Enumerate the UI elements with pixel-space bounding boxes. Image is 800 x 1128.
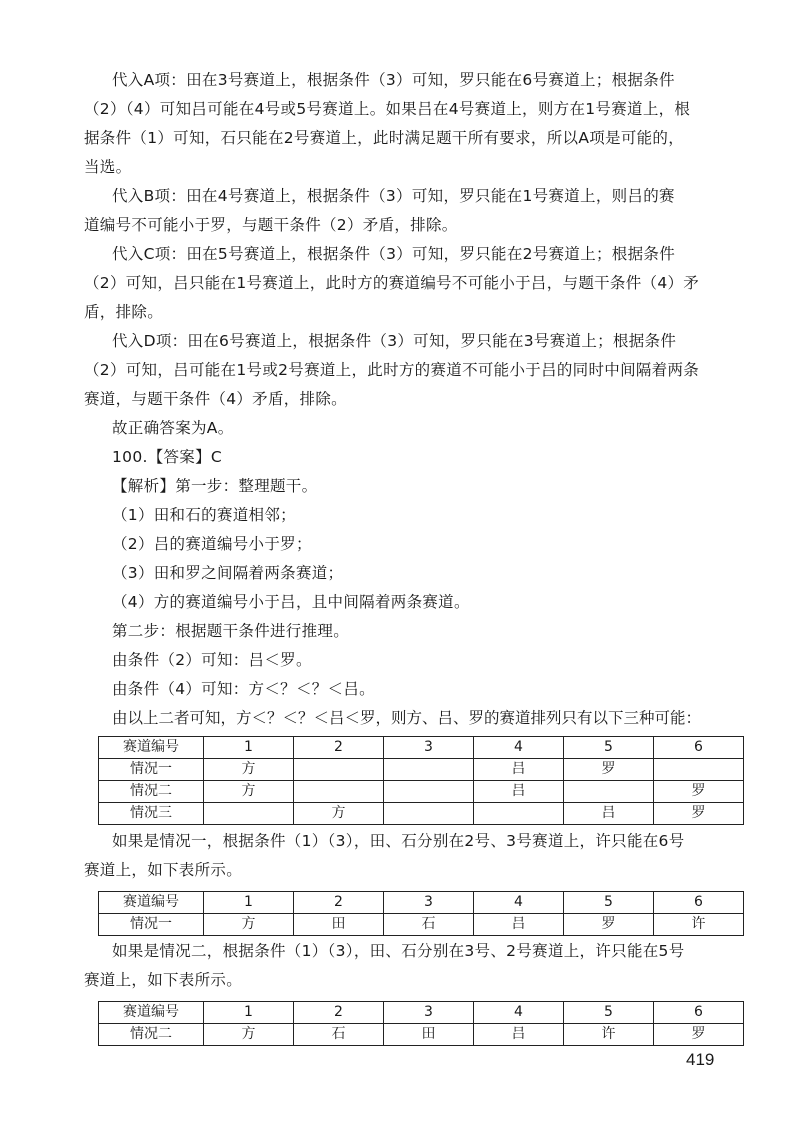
table-cell: 6 <box>654 892 744 914</box>
paragraph-option-d-line2: （2）可知，吕可能在1号或2号赛道上，此时方的赛道不可能小于吕的同时中间隔着两条 <box>84 361 700 379</box>
table-cell: 方 <box>204 759 294 781</box>
paragraph-option-d-line1: 代入D项：田在6号赛道上，根据条件（3）可知，罗只能在3号赛道上；根据条件 <box>112 332 677 350</box>
table-cell: 5 <box>564 892 654 914</box>
table-cell: 3 <box>384 737 474 759</box>
table-cell: 吕 <box>474 1024 564 1046</box>
table-cell: 情况二 <box>99 781 204 803</box>
table-cell: 6 <box>654 737 744 759</box>
table-cell: 田 <box>384 1024 474 1046</box>
table-cell: 赛道编号 <box>99 1002 204 1024</box>
table-cell <box>564 781 654 803</box>
paragraph-option-b-line2: 道编号不可能小于罗，与题干条件（2）矛盾，排除。 <box>84 216 458 234</box>
analysis-step2-heading: 第二步：根据题干条件进行推理。 <box>112 622 350 640</box>
table-cell: 3 <box>384 892 474 914</box>
paragraph-option-a-line3: 据条件（1）可知，石只能在2号赛道上，此时满足题干所有要求，所以A项是可能的， <box>84 129 685 147</box>
table-row <box>99 759 744 781</box>
table-cell: 赛道编号 <box>99 892 204 914</box>
table-cell: 1 <box>204 1002 294 1024</box>
analysis-step1-heading: 【解析】第一步：整理题干。 <box>112 477 318 495</box>
table-cell: 2 <box>294 1002 384 1024</box>
condition-3: （3）田和罗之间隔着两条赛道； <box>112 564 344 582</box>
deduction-line3: 由以上二者可知，方＜？＜？＜吕＜罗，则方、吕、罗的赛道排列只有以下三种可能： <box>112 709 702 727</box>
paragraph-option-c-line3: 盾，排除。 <box>84 303 164 321</box>
condition-1: （1）田和石的赛道相邻； <box>112 506 296 524</box>
table-cell: 罗 <box>564 759 654 781</box>
table-cell: 5 <box>564 737 654 759</box>
table-cell: 4 <box>474 892 564 914</box>
table-row <box>99 1024 744 1046</box>
case1-arrangement-table <box>98 891 744 936</box>
table-cell <box>384 781 474 803</box>
table-cell: 方 <box>204 781 294 803</box>
table-cell: 许 <box>564 1024 654 1046</box>
condition-4: （4）方的赛道编号小于吕，且中间隔着两条赛道。 <box>112 593 470 611</box>
table-cell: 方 <box>294 803 384 825</box>
table-cell <box>294 759 384 781</box>
case2-explanation-line2: 赛道上，如下表所示。 <box>84 971 243 989</box>
paragraph-option-d-line3: 赛道，与题干条件（4）矛盾，排除。 <box>84 390 347 408</box>
table-cell: 罗 <box>564 914 654 936</box>
table-cell: 情况一 <box>99 759 204 781</box>
table-cell: 吕 <box>474 914 564 936</box>
table-cell: 吕 <box>474 759 564 781</box>
deduction-line2: 由条件（4）可知：方＜？＜？＜吕。 <box>112 680 375 698</box>
table-cell: 1 <box>204 892 294 914</box>
question-100-answer: 100.【答案】C <box>112 448 223 466</box>
case1-explanation-line2: 赛道上，如下表所示。 <box>84 861 243 879</box>
table-cell: 罗 <box>654 1024 744 1046</box>
arrangement-table-three-cases <box>98 736 744 825</box>
page-number: 419 <box>686 1050 715 1069</box>
table-cell <box>204 803 294 825</box>
table-cell: 许 <box>654 914 744 936</box>
table-cell: 6 <box>654 1002 744 1024</box>
paragraph-option-c-line2: （2）可知，吕只能在1号赛道上，此时方的赛道编号不可能小于吕，与题干条件（4）矛 <box>84 274 700 292</box>
paragraph-option-b-line1: 代入B项：田在4号赛道上，根据条件（3）可知，罗只能在1号赛道上，则吕的赛 <box>112 187 675 205</box>
deduction-line1: 由条件（2）可知：吕＜罗。 <box>112 651 312 669</box>
table-cell: 情况三 <box>99 803 204 825</box>
table-cell: 田 <box>294 914 384 936</box>
table-row <box>99 914 744 936</box>
table-cell: 石 <box>294 1024 384 1046</box>
table-cell <box>384 759 474 781</box>
table-cell: 情况一 <box>99 914 204 936</box>
case1-explanation-line1: 如果是情况一，根据条件（1）（3），田、石分别在2号、3号赛道上，许只能在6号 <box>112 832 685 850</box>
table-cell: 5 <box>564 1002 654 1024</box>
table-row <box>99 781 744 803</box>
table-cell: 罗 <box>654 781 744 803</box>
table-cell: 3 <box>384 1002 474 1024</box>
correct-answer-line: 故正确答案为A。 <box>112 419 234 437</box>
table-cell: 4 <box>474 1002 564 1024</box>
table-cell <box>384 803 474 825</box>
table-cell: 方 <box>204 1024 294 1046</box>
table-cell <box>654 759 744 781</box>
paragraph-option-a-line1: 代入A项：田在3号赛道上，根据条件（3）可知，罗只能在6号赛道上；根据条件 <box>112 71 675 89</box>
table-cell: 赛道编号 <box>99 737 204 759</box>
table-cell: 1 <box>204 737 294 759</box>
case2-arrangement-table <box>98 1001 744 1046</box>
paragraph-option-a-line2: （2）（4）可知吕可能在4号或5号赛道上。如果吕在4号赛道上，则方在1号赛道上，根 <box>84 100 691 118</box>
table-cell: 石 <box>384 914 474 936</box>
table-cell: 吕 <box>474 781 564 803</box>
table-cell <box>474 803 564 825</box>
table-cell: 2 <box>294 892 384 914</box>
table-cell: 罗 <box>654 803 744 825</box>
table-header-row <box>99 892 744 914</box>
table-cell: 情况二 <box>99 1024 204 1046</box>
table-cell: 4 <box>474 737 564 759</box>
table-cell: 吕 <box>564 803 654 825</box>
paragraph-option-a-line4: 当选。 <box>84 158 132 176</box>
table-cell: 方 <box>204 914 294 936</box>
table-header-row <box>99 1002 744 1024</box>
table-cell: 2 <box>294 737 384 759</box>
paragraph-option-c-line1: 代入C项：田在5号赛道上，根据条件（3）可知，罗只能在2号赛道上；根据条件 <box>112 245 676 263</box>
table-cell <box>294 781 384 803</box>
condition-2: （2）吕的赛道编号小于罗； <box>112 535 312 553</box>
table-header-row <box>99 737 744 759</box>
case2-explanation-line1: 如果是情况二，根据条件（1）（3），田、石分别在3号、2号赛道上，许只能在5号 <box>112 942 685 960</box>
table-row <box>99 803 744 825</box>
